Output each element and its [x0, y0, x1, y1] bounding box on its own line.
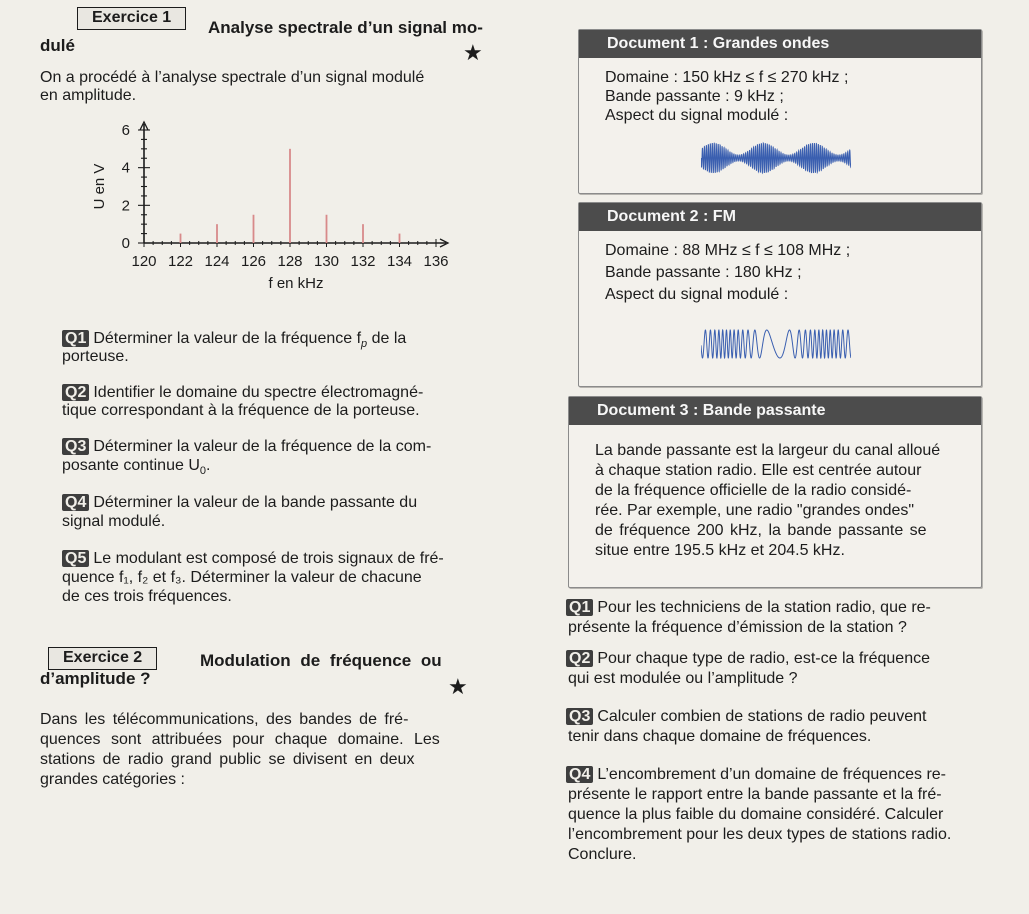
x-tick-label: 134 — [386, 253, 413, 270]
y-axis-label: U en V — [91, 163, 108, 210]
ex2-q1-text: Pour les techniciens de la station radio, que re- — [597, 599, 931, 616]
ex2-question-3-cont: tenir dans chaque domaine de fréquences. — [568, 728, 872, 745]
exercise-2-body-4: grandes catégories : — [40, 771, 185, 788]
am-signal-icon — [701, 138, 851, 178]
q3-tag: Q3 — [62, 438, 89, 455]
x-tick-label: 128 — [277, 253, 303, 270]
ex1-question-4 — [62, 493, 417, 512]
q3-text: Déterminer la valeur de la fréquence de la com- — [93, 438, 432, 455]
exercise-2-body-3: stations de radio grand public se divisent en deux — [40, 751, 415, 768]
document-3-line-2: à chaque station radio. Elle est centrée autour — [595, 462, 922, 479]
document-2-title: Document 2 : FM — [579, 203, 981, 231]
q2-text: Identifier le domaine du spectre électromagné- — [93, 384, 424, 401]
q3-sub: 0 — [199, 465, 206, 478]
ex2-question-4-cont2: quence la plus faible du domaine considéré. Calculer — [568, 806, 944, 823]
document-1-bandwidth: Bande passante : 9 kHz ; — [605, 88, 784, 105]
x-tick-label: 132 — [350, 253, 376, 270]
ex1-question-1-cont: porteuse. — [62, 348, 129, 365]
q3-end: . — [206, 457, 211, 474]
q3-text-2: posante continue U — [62, 457, 200, 474]
exercise-2-title: Modulation de fréquence ou — [200, 651, 442, 670]
x-axis-label: f en kHz — [268, 275, 324, 292]
ex1-question-5-cont: quence f₁, f₂ et f₃. Déterminer la valeur de chacune — [62, 569, 422, 586]
y-tick-label: 2 — [121, 197, 130, 215]
y-tick-label: 4 — [121, 159, 130, 177]
document-2-aspect: Aspect du signal modulé : — [605, 286, 789, 303]
exercise-1-badge: Exercice 1 — [77, 7, 186, 30]
document-2-box — [578, 202, 982, 387]
y-tick-label: 0 — [121, 235, 130, 252]
q1-text: Déterminer la valeur de la fréquence f — [93, 330, 362, 347]
ex2-q3-text: Calculer combien de stations de radio peuvent — [597, 708, 927, 725]
ex1-question-5-cont2: de ces trois fréquences. — [62, 588, 232, 605]
document-2-bandwidth: Bande passante : 180 kHz ; — [605, 264, 802, 281]
exercise-2-body-2: quences sont attribuées pour chaque domaine. Les — [40, 731, 440, 748]
difficulty-star-icon-2: ★ — [448, 674, 468, 699]
document-1-title: Document 1 : Grandes ondes — [579, 30, 981, 58]
ex1-question-4-cont: signal modulé. — [62, 513, 166, 530]
document-3-line-1: La bande passante est la largeur du canal alloué — [595, 442, 941, 459]
ex2-q4-text: L’encombrement d’un domaine de fréquences re- — [597, 766, 946, 783]
document-1-box — [578, 29, 982, 194]
ex2-question-2-cont: qui est modulée ou l’amplitude ? — [568, 670, 798, 687]
exercise-2-badge: Exercice 2 — [48, 647, 157, 670]
document-1-aspect: Aspect du signal modulé : — [605, 107, 789, 124]
x-tick-label: 126 — [240, 253, 267, 270]
q1-sub: p — [361, 338, 368, 351]
spectrum-chart — [80, 118, 480, 308]
document-1-domain: Domaine : 150 kHz ≤ f ≤ 270 kHz ; — [605, 69, 849, 86]
q4-text: Déterminer la valeur de la bande passante du — [93, 494, 418, 511]
ex2-question-1-cont: présente la fréquence d’émission de la station ? — [568, 619, 907, 636]
y-tick-label: 6 — [121, 122, 130, 139]
q5-tag: Q5 — [62, 550, 89, 567]
ex2-question-1 — [566, 598, 931, 617]
document-3-line-3: de la fréquence officielle de la radio considé- — [595, 482, 912, 499]
ex2-q3-tag: Q3 — [566, 708, 593, 725]
q1-tag: Q1 — [62, 330, 89, 347]
document-3-title: Document 3 : Bande passante — [569, 397, 981, 425]
x-tick-label: 120 — [131, 253, 157, 270]
ex2-q4-tag: Q4 — [566, 766, 593, 783]
q2-tag: Q2 — [62, 384, 89, 401]
document-3-box — [568, 396, 982, 588]
document-2-domain: Domaine : 88 MHz ≤ f ≤ 108 MHz ; — [605, 242, 851, 259]
q1-text-end: de la — [367, 330, 407, 347]
q4-tag: Q4 — [62, 494, 89, 511]
x-tick-label: 136 — [423, 253, 449, 270]
ex2-question-2 — [566, 649, 930, 668]
exercise-2-title-cont: d’amplitude ? — [40, 669, 151, 688]
exercise-1-intro: On a procédé à l’analyse spectrale d’un signal modulé — [40, 69, 425, 86]
ex1-question-2-cont: tique correspondant à la fréquence de la porteuse. — [62, 402, 420, 419]
ex1-question-3 — [62, 437, 431, 456]
ex1-question-5 — [62, 549, 444, 568]
ex2-question-4-cont4: Conclure. — [568, 846, 637, 863]
x-tick-label: 130 — [313, 253, 340, 270]
x-tick-label: 124 — [204, 253, 230, 270]
x-tick-label: 122 — [167, 253, 194, 270]
ex2-q2-text: Pour chaque type de radio, est-ce la fréquence — [597, 650, 930, 667]
difficulty-star-icon: ★ — [463, 40, 483, 65]
document-3-line-4: rée. Par exemple, une radio "grandes ondes" — [595, 502, 915, 519]
exercise-1-intro-cont: en amplitude. — [40, 87, 137, 104]
exercise-2-body: Dans les télécommunications, des bandes de fré- — [40, 711, 409, 728]
fm-signal-icon — [701, 326, 851, 362]
exercise-1-title-cont: dulé — [40, 36, 75, 55]
document-3-line-6: situe entre 195.5 kHz et 204.5 kHz. — [595, 542, 845, 559]
ex2-q1-tag: Q1 — [566, 599, 593, 616]
ex1-question-2 — [62, 383, 423, 402]
ex1-question-3-cont — [62, 456, 210, 481]
document-3-line-5: de fréquence 200 kHz, la bande passante se — [595, 522, 927, 539]
ex2-question-4-cont3: l’encombrement pour les deux types de stations radio. — [568, 826, 952, 843]
ex2-question-4 — [566, 765, 946, 784]
ex2-question-3 — [566, 707, 926, 726]
ex2-q2-tag: Q2 — [566, 650, 593, 667]
exercise-1-title: Analyse spectrale d’un signal mo- — [208, 18, 483, 37]
q5-text: Le modulant est composé de trois signaux de fré- — [93, 550, 444, 567]
ex2-question-4-cont: présente le rapport entre la bande passante et la fré- — [568, 786, 942, 803]
